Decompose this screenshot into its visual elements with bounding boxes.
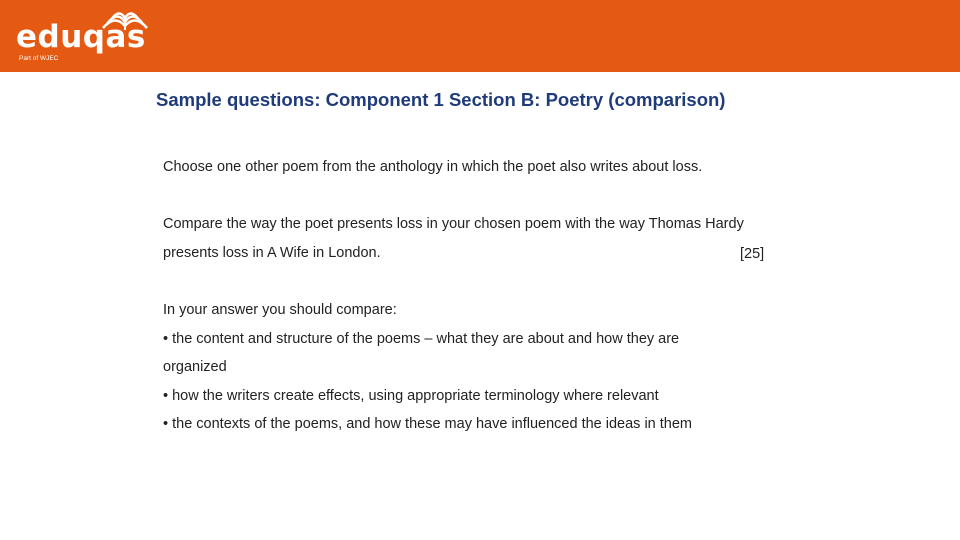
bullet-contexts: • the contexts of the poems, and how these may have influenced the ideas in them bbox=[163, 416, 693, 432]
guidance-intro: In your answer you should compare: bbox=[163, 302, 397, 318]
bullet-effects: • how the writers create effects, using appropriate terminology where relevant bbox=[163, 388, 659, 404]
bullet-content-structure: • the content and structure of the poems – what they are about and how they are bbox=[163, 331, 680, 347]
question-line-1: Choose one other poem from the anthology in which the poet also writes about loss. bbox=[163, 159, 703, 175]
bullet-content-structure-cont: organized bbox=[163, 359, 227, 375]
marks-label: [25] bbox=[740, 246, 765, 262]
question-line-3: presents loss in A Wife in London. bbox=[163, 245, 381, 261]
header-bar bbox=[0, 0, 960, 72]
eduqas-logo bbox=[16, 8, 156, 66]
page-title: Sample questions: Component 1 Section B: Poetry (comparison) bbox=[156, 89, 726, 110]
question-line-2: Compare the way the poet presents loss in your chosen poem with the way Thomas Hardy bbox=[163, 216, 744, 232]
logo-text: eduqas bbox=[16, 19, 146, 55]
logo-subtext: Part of WJEC bbox=[19, 55, 59, 62]
